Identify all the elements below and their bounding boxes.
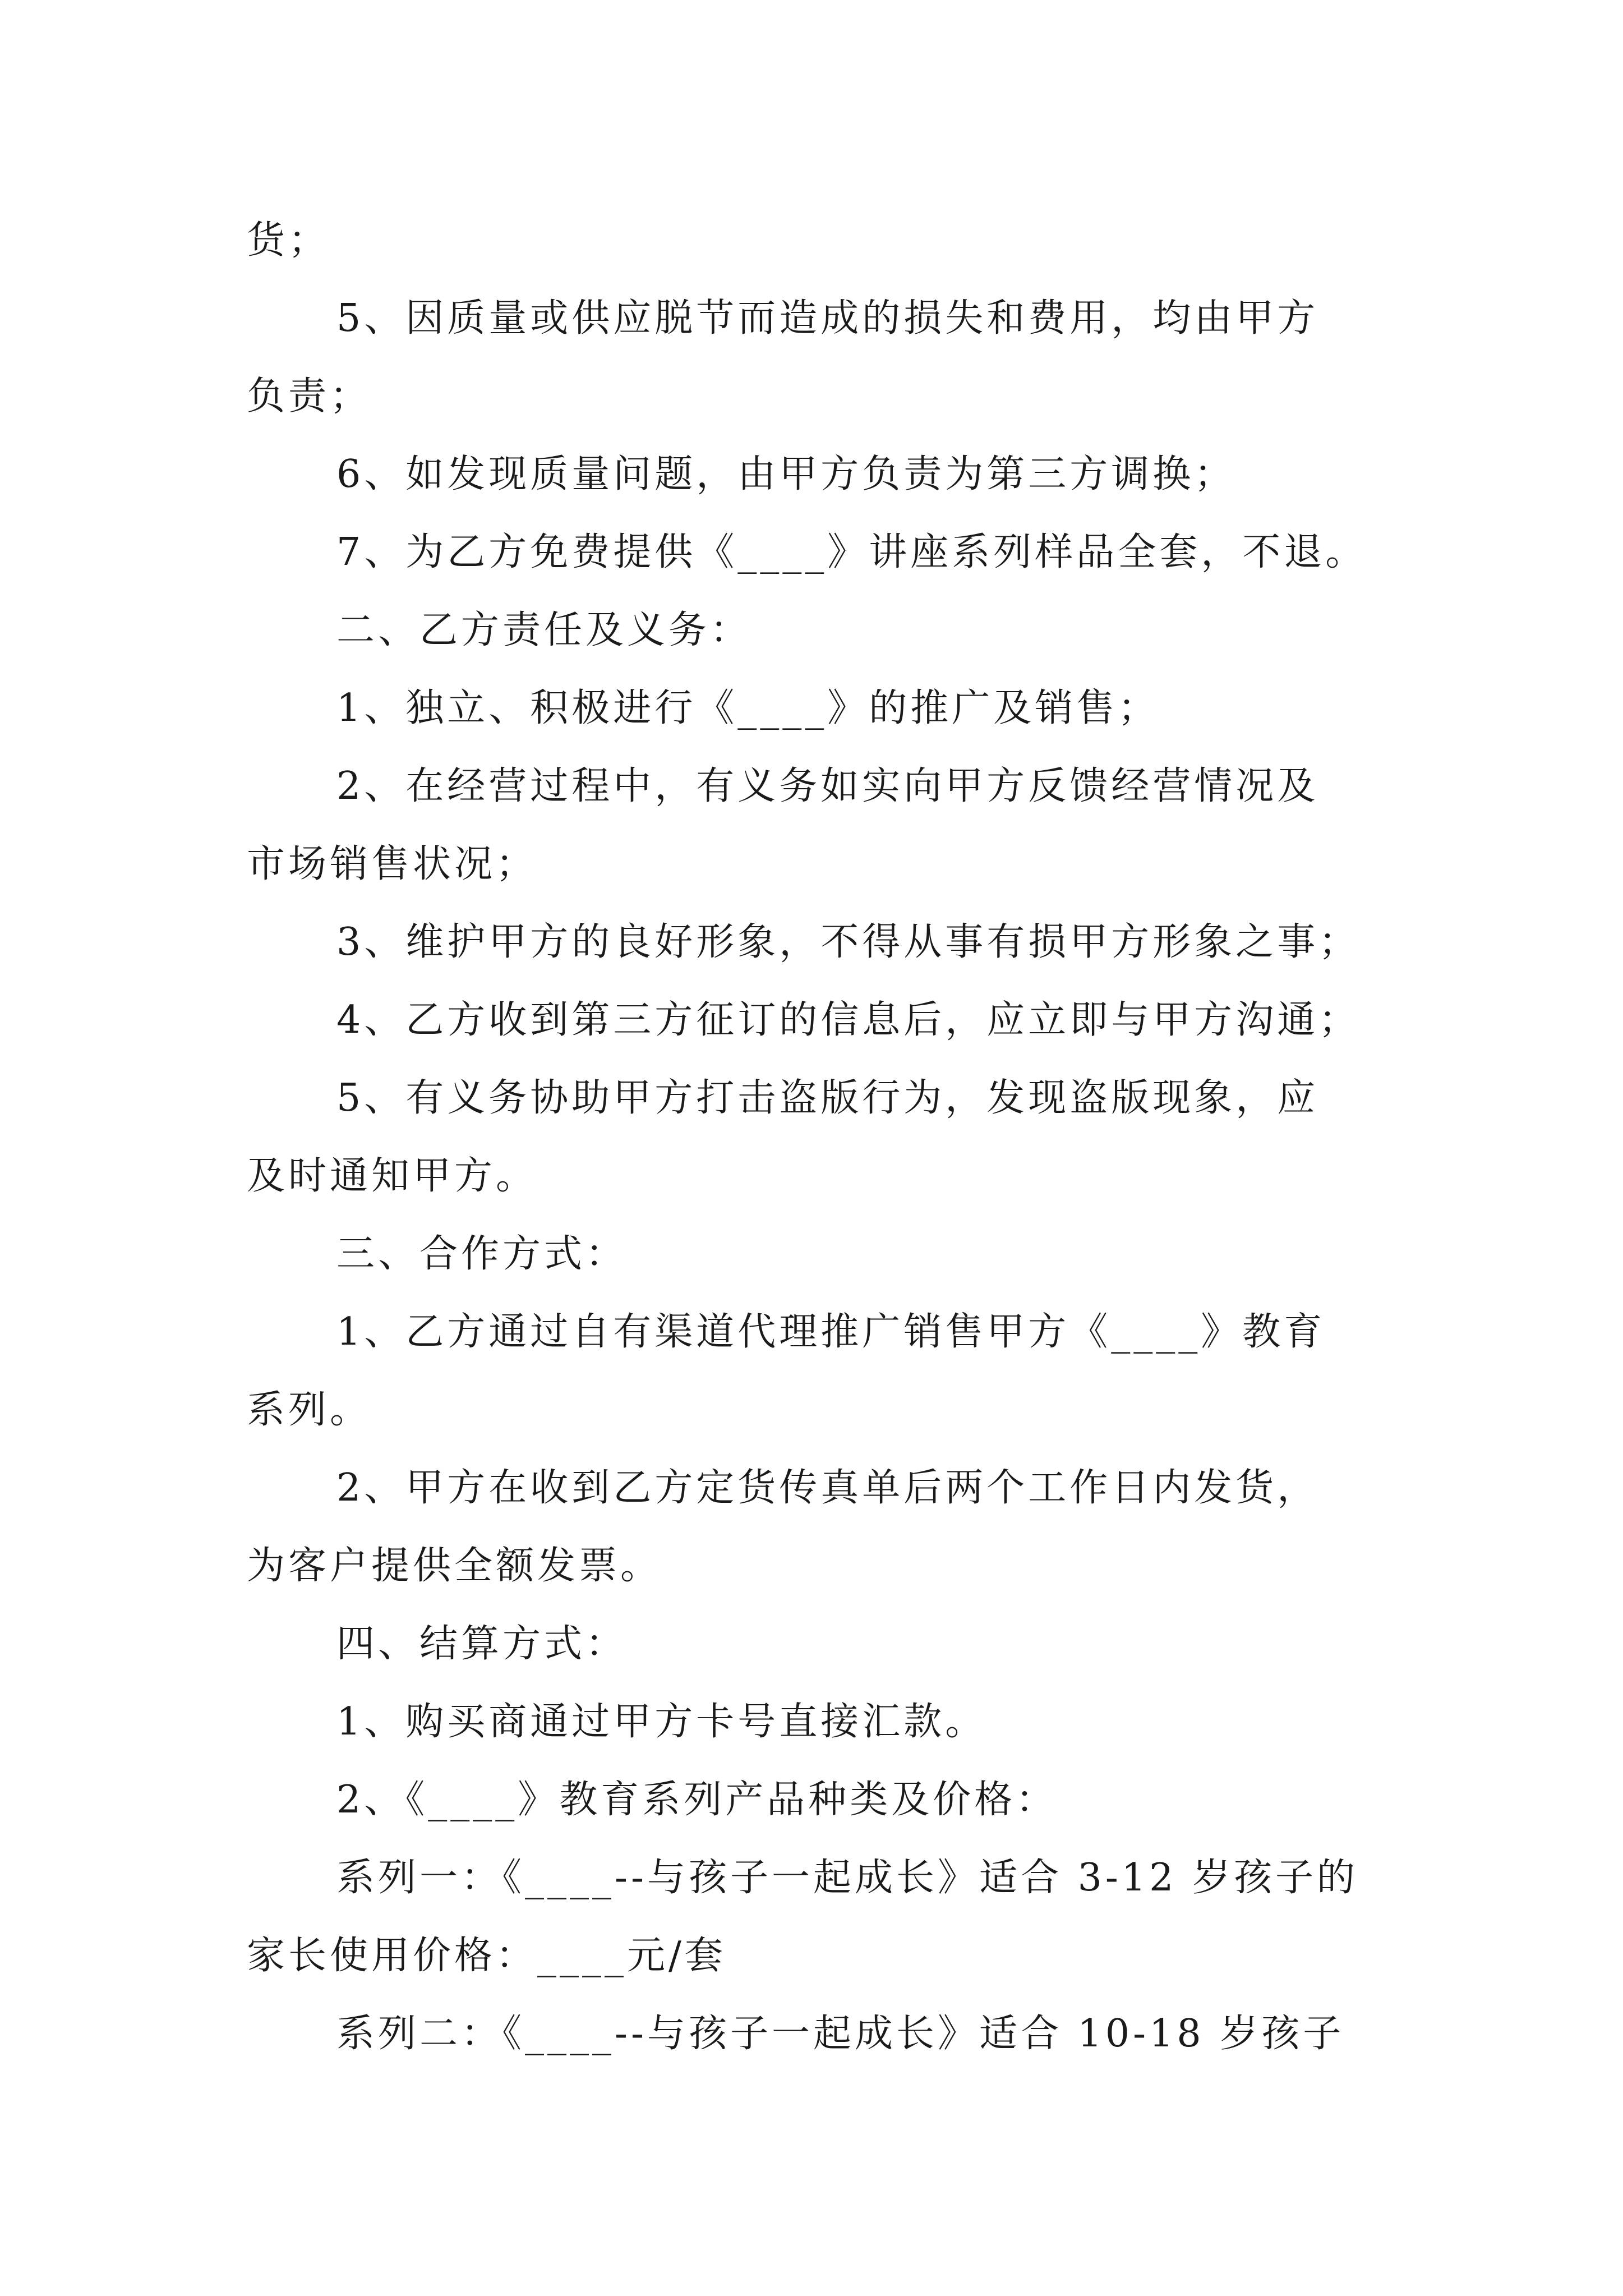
text-line: 市场销售状况； [247, 842, 538, 886]
section-heading: 四、结算方式： [336, 1622, 628, 1666]
text-line: 为客户提供全额发票。 [247, 1544, 662, 1588]
text-line: 4、乙方收到第三方征订的信息后，应立即与甲方沟通； [336, 998, 1361, 1042]
text-line: 1、独立、积极进行《____》的推广及销售； [336, 686, 1160, 730]
section-heading: 二、乙方责任及义务： [336, 608, 752, 652]
text-line: 货； [247, 218, 330, 263]
text-line: 家长使用价格：____元/套 [247, 1934, 726, 1978]
text-line: 2、《____》教育系列产品种类及价格： [336, 1778, 1058, 1822]
text-line: 1、乙方通过自有渠道代理推广销售甲方《____》教育 [336, 1310, 1326, 1354]
text-line: 系列二：《____--与孩子一起成长》适合 10-18 岁孩子 [336, 2012, 1345, 2056]
text-line: 系列。 [247, 1388, 372, 1432]
text-line: 负责； [247, 374, 372, 418]
text-line: 2、甲方在收到乙方定货传真单后两个工作日内发货， [336, 1466, 1319, 1510]
text-line: 2、在经营过程中，有义务如实向甲方反馈经营情况及 [336, 764, 1319, 808]
text-line: 3、维护甲方的良好形象，不得从事有损甲方形象之事； [336, 920, 1361, 964]
text-line: 5、因质量或供应脱节而造成的损失和费用，均由甲方 [336, 296, 1319, 341]
text-line: 系列一：《____--与孩子一起成长》适合 3-12 岁孩子的 [336, 1856, 1358, 1900]
section-heading: 三、合作方式： [336, 1232, 628, 1276]
text-line: 6、如发现质量问题，由甲方负责为第三方调换； [336, 452, 1236, 496]
text-line: 7、为乙方免费提供《____》讲座系列样品全套，不退。 [336, 530, 1367, 574]
text-line: 及时通知甲方。 [247, 1154, 538, 1198]
text-line: 1、购买商通过甲方卡号直接汇款。 [336, 1700, 987, 1744]
text-line: 5、有义务协助甲方打击盗版行为，发现盗版现象，应 [336, 1076, 1319, 1120]
